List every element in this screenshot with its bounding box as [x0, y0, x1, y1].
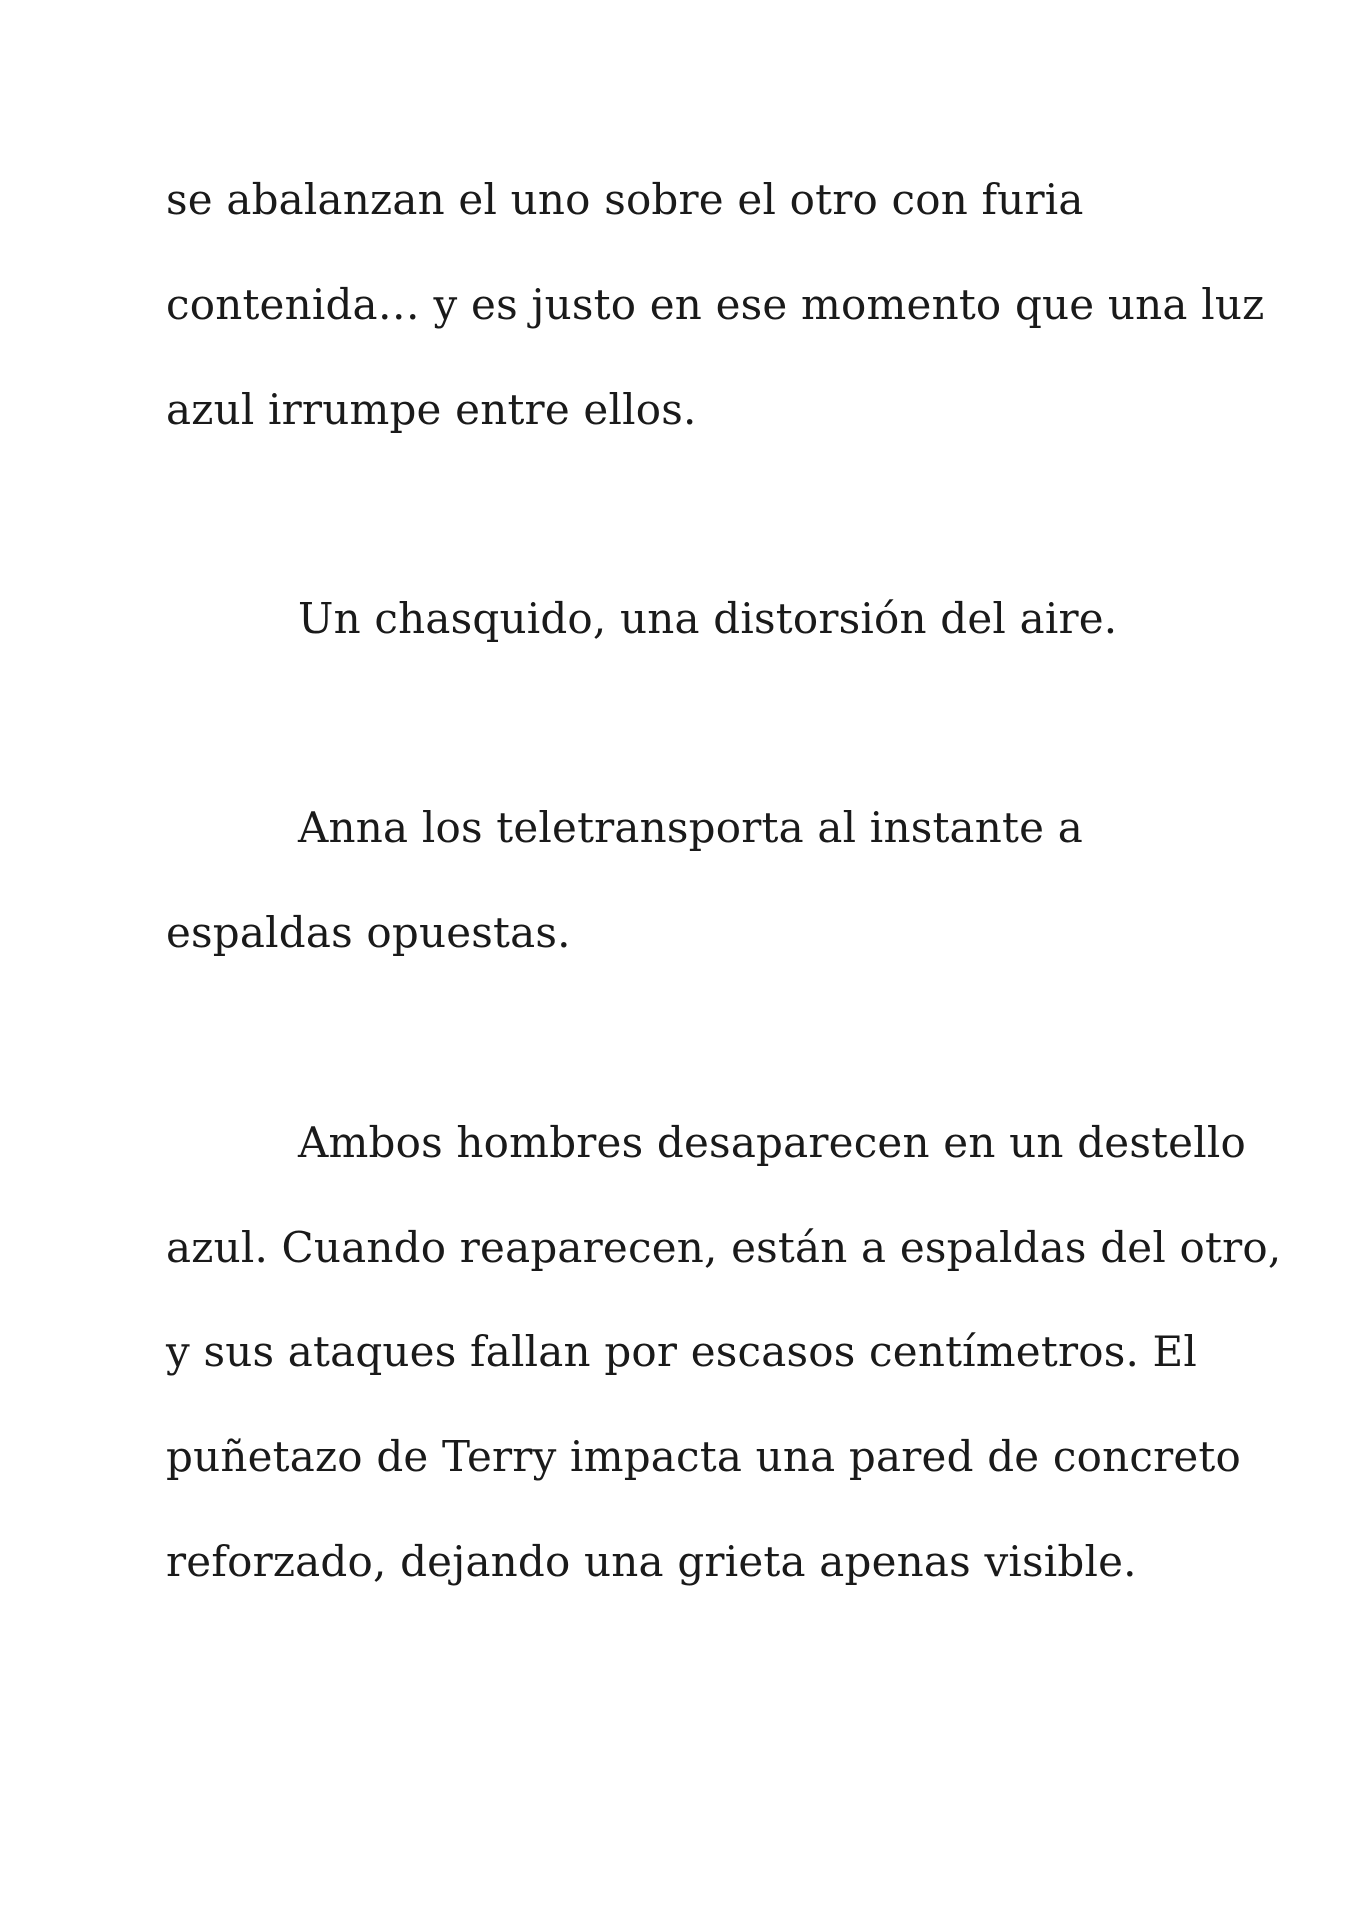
text-line: se abalanzan el uno sobre el otro con furia	[166, 175, 1084, 224]
paragraph-start-line: Anna los teletransporta al instante a	[298, 803, 1083, 852]
text-line: puñetazo de Terry impacta una pared de concreto	[166, 1432, 1241, 1481]
text-line: y sus ataques fallan por escasos centímetros. El	[166, 1327, 1198, 1376]
text-line: espaldas opuestas.	[166, 908, 571, 957]
text-line: azul. Cuando reaparecen, están a espaldas del otro,	[166, 1223, 1282, 1272]
text-line: reforzado, dejando una grieta apenas visible.	[166, 1537, 1137, 1586]
text-line: azul irrumpe entre ellos.	[166, 385, 697, 434]
paragraph-start-line: Un chasquido, una distorsión del aire.	[298, 594, 1118, 643]
text-line: contenida… y es justo en ese momento que una luz	[166, 280, 1265, 329]
paragraph-start-line: Ambos hombres desaparecen en un destello	[298, 1118, 1246, 1167]
